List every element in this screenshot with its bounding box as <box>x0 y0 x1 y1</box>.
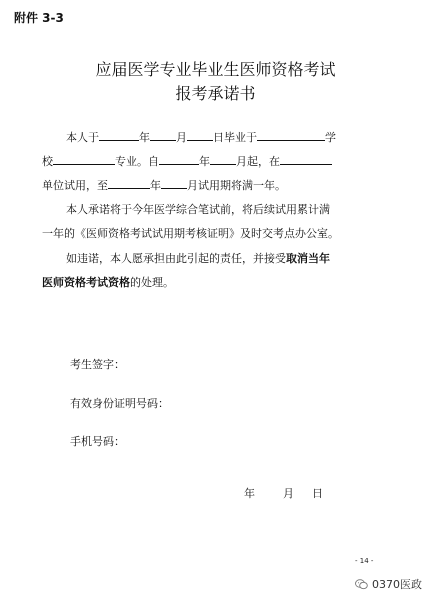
wechat-icon <box>355 579 368 590</box>
text-segment: 专业。自 <box>115 155 159 168</box>
attachment-label: 附件 3-3 <box>14 11 64 25</box>
paragraph-2-line-2: 一年的《医师资格考试试用期考核证明》及时交考点办公室。 <box>42 227 339 240</box>
paragraph-1-line-3 <box>42 178 286 193</box>
text-segment: 月试用期将满一年。 <box>187 179 286 192</box>
document-title: 应届医学专业毕业生医师资格考试 <box>95 60 336 79</box>
phone-number-label: 手机号码： <box>70 435 125 448</box>
paragraph-1-line-2 <box>42 154 332 169</box>
text-segment: 月 <box>176 131 187 144</box>
paragraph-2-line-1: 本人承诺将于今年医学综合笔试前，将后续试用累计满 <box>66 203 330 216</box>
blank-school-name <box>53 154 115 165</box>
watermark-text: 0370医政 <box>372 578 422 591</box>
text-segment: 月起，在 <box>236 155 280 168</box>
blank-end-year <box>108 178 150 189</box>
candidate-signature-label: 考生签字： <box>70 358 125 371</box>
date-month: 月 <box>283 487 294 500</box>
text-segment: 年 <box>139 131 150 144</box>
text-segment: 如违诺，本人愿承担由此引起的责任，并接受 <box>66 252 286 265</box>
blank-month <box>150 130 176 141</box>
emphasis-text: 医师资格考试资格 <box>42 276 130 289</box>
id-number-label: 有效身份证明号码： <box>70 397 169 410</box>
blank-end-month <box>161 178 187 189</box>
blank-day <box>187 130 213 141</box>
text-segment: 学 <box>325 131 336 144</box>
blank-school <box>257 130 325 141</box>
text-segment: 本人于 <box>66 131 99 144</box>
blank-year <box>99 130 139 141</box>
text-segment: 年 <box>150 179 161 192</box>
paragraph-3-line-2 <box>42 276 174 290</box>
text-segment: 的处理。 <box>130 276 174 289</box>
page-number: - 14 - <box>355 557 374 565</box>
blank-unit <box>280 154 332 165</box>
blank-start-month <box>210 154 236 165</box>
date-year: 年 <box>244 487 255 500</box>
text-segment: 校 <box>42 155 53 168</box>
document-subtitle: 报考承诺书 <box>175 84 256 103</box>
blank-start-year <box>159 154 199 165</box>
emphasis-text: 取消当年 <box>286 252 330 265</box>
watermark <box>355 576 422 592</box>
text-segment: 年 <box>199 155 210 168</box>
paragraph-3-line-1 <box>66 252 330 266</box>
date-day: 日 <box>312 487 323 500</box>
paragraph-1-line-1 <box>66 130 336 145</box>
text-segment: 日毕业于 <box>213 131 257 144</box>
text-segment: 单位试用，至 <box>42 179 108 192</box>
